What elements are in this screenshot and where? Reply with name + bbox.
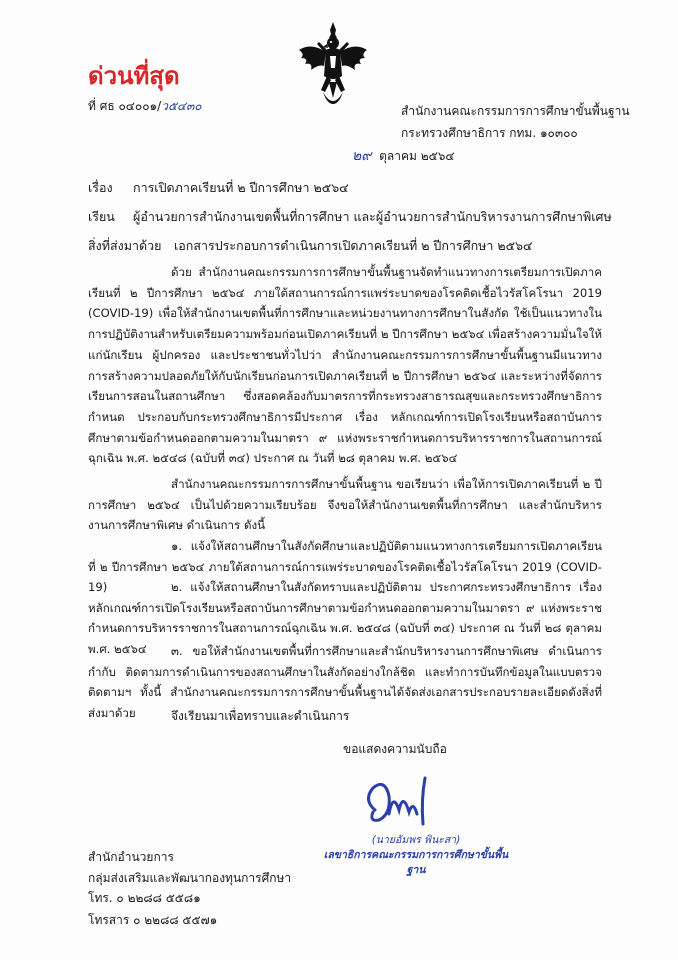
subject-label: เรื่อง: [88, 180, 113, 195]
closing-request: จึงเรียนมาเพื่อทราบและดำเนินการ: [171, 709, 350, 723]
body-paragraph-request: สำนักงานคณะกรรมการการศึกษาขั้นพื้นฐาน ขอเรียนว่า เพื่อให้การเปิดภาคเรียนที่ ๒ ปีการศึกษา ๒๕๖๔ เป็นไปด้วยความเรียบร้อย จึงขอให้สำนักงานเขตพื้นที่การศึกษา และสำนักบริหารงานการศึกษาพิเศษ ดำเนินการ ดังนี้: [88, 477, 602, 533]
garuda-emblem-icon: [293, 20, 373, 112]
document-number: [88, 97, 202, 116]
body-item-2: ๒. แจ้งให้สถานศึกษาในสังกัดทราบและปฏิบัติตาม ประกาศกระทรวงศึกษาธิการ เรื่อง หลักเกณฑ์การเปิดโรงเรียนหรือสถาบันการศึกษาตามข้อกำหนดออกตามความในมาตรา ๙ แห่งพระราชกำหนดการบริหารราชการในสถานการณ์ฉุกเฉิน พ.ศ. ๒๕๔๘ (ฉบับที่ ๓๔) ประกาศ ณ วันที่ ๒๘ ตุลาคม พ.ศ. ๒๕๖๔: [88, 580, 602, 657]
urgent-stamp: ด่วนที่สุด: [88, 62, 180, 90]
date-month-year: ตุลาคม ๒๕๖๔: [379, 149, 455, 163]
recipient-line: [88, 207, 612, 227]
signature-closing: ขอแสดงความนับถือ: [343, 742, 447, 756]
document-date: [352, 145, 454, 167]
recipient-text: ผู้อำนวยการสำนักงานเขตพื้นที่การศึกษา และผู้อำนวยการสำนักบริหารงานการศึกษาพิเศษ: [133, 209, 612, 224]
body-paragraph-intro: ด้วย สำนักงานคณะกรรมการการศึกษาขั้นพื้นฐานจัดทำแนวทางการเตรียมการเปิดภาคเรียนที่ ๒ ปีการศึกษา ๒๕๖๔ ภายใต้สถานการณ์การแพร่ระบาดของโรคติดเชื้อไวรัสโคโรนา 2019 (COVID-19) เพื่อให้สำนักงานเขตพื้นที่การศึกษาและหน่วยงานทางการศึกษาในสังกัด ใช้เป็นแนวทางในการปฏิบัติงานสำหรับเตรียมความพร้อมก่อนเปิดภาคเรียนที่ ๒ ปีการศึกษา ๒๕๖๔ เพื่อสร้างความมั่นใจให้แก่นักเรียน ผู้ปกครอง และประชาชนทั่วไปว่า สำนักงานคณะกรรมการการศึกษาขั้นพื้นฐานมีแนวทางการสร้างความปลอดภัยให้กับนักเรียนก่อนการเปิดภาคเรียนที่ ๒ ปีการศึกษา ๒๕๖๔ และระหว่างที่จัดการเรียนการสอนในสถานศึกษา ซึ่งสอดคล้องกับมาตรการที่กระทรวงสาธารณสุขและกระทรวงศึกษาธิการกำหนด ประกอบกับกระทรวงศึกษาธิการมีประกาศ เรื่อง หลักเกณฑ์การเปิดโรงเรียนหรือสถาบันการศึกษาตามข้อกำหนดออกตามความในมาตรา ๙ แห่งพระราชกำหนดการบริหารราชการในสถานการณ์ฉุกเฉิน พ.ศ. ๒๕๔๘ (ฉบับที่ ๓๔) ประกาศ ณ วันที่ ๒๘ ตุลาคม พ.ศ. ๒๕๖๔: [88, 265, 602, 466]
signer-block: [321, 833, 511, 878]
agency-location: กระทรวงศึกษาธิการ กทม. ๑๐๓๐๐: [401, 126, 578, 140]
signer-title: เลขาธิการคณะกรรมการการศึกษาขั้นพื้นฐาน: [323, 849, 509, 876]
handwritten-signature-icon: [355, 770, 455, 840]
enclosure-text: เอกสารประกอบการดำเนินการเปิดภาคเรียนที่ ๒ ปีการศึกษา ๒๕๖๔: [174, 238, 533, 253]
recipient-label: เรียน: [88, 209, 115, 224]
agency-name: สำนักงานคณะกรรมการการศึกษาขั้นพื้นฐาน: [401, 104, 630, 118]
signer-name: (นายอัมพร พินะสา): [371, 834, 461, 846]
body-item-1: ๑. แจ้งให้สถานศึกษาในสังกัดศึกษาและปฏิบัติตามแนวทางการเตรียมการเปิดภาคเรียนที่ ๒ ปีการศึกษา ๒๕๖๔ ภายใต้สถานการณ์การแพร่ระบาดของโรคติดเชื้อไวรัสโคโรนา 2019 (COVID-19): [88, 539, 602, 595]
footer-office: สำนักอำนวยการ: [88, 850, 174, 864]
body-item-3: ๓. ขอให้สำนักงานเขตพื้นที่การศึกษาและสำนักบริหารงานการศึกษาพิเศษ ดำเนินการกำกับ ติดตามการดำเนินการของสถานศึกษาในสังกัดอย่างใกล้ชิด และทำการบันทึกข้อมูลในแบบตรวจ ติดตามฯ ทั้งนี้ สำนักงานคณะกรรมการการศึกษาขั้นพื้นฐานได้จัดส่งเอกสารประกอบรายละเอียดดังสิ่งที่ส่งมาด้วย: [88, 644, 602, 721]
document-number-prefix: ที่ ศธ ๐๔๐๐๑/: [88, 99, 162, 113]
subject-line: [88, 178, 349, 198]
footer-fax: โทรสาร ๐ ๒๒๘๘ ๕๕๗๑: [88, 913, 218, 927]
subject-text: การเปิดภาคเรียนที่ ๒ ปีการศึกษา ๒๕๖๔: [133, 180, 349, 195]
enclosure-label: สิ่งที่ส่งมาด้วย: [88, 238, 162, 253]
agency-address: [401, 100, 630, 144]
footer-phone: โทร. ๐ ๒๒๘๘ ๕๕๘๑: [88, 891, 201, 905]
date-day-handwritten: ๒๙: [352, 148, 372, 164]
footer-unit: กลุ่มส่งเสริมและพัฒนากองทุนการศึกษา: [88, 871, 292, 885]
enclosure-line: [88, 236, 532, 256]
document-number-handwritten: ว๕๔๓๐: [161, 99, 202, 113]
